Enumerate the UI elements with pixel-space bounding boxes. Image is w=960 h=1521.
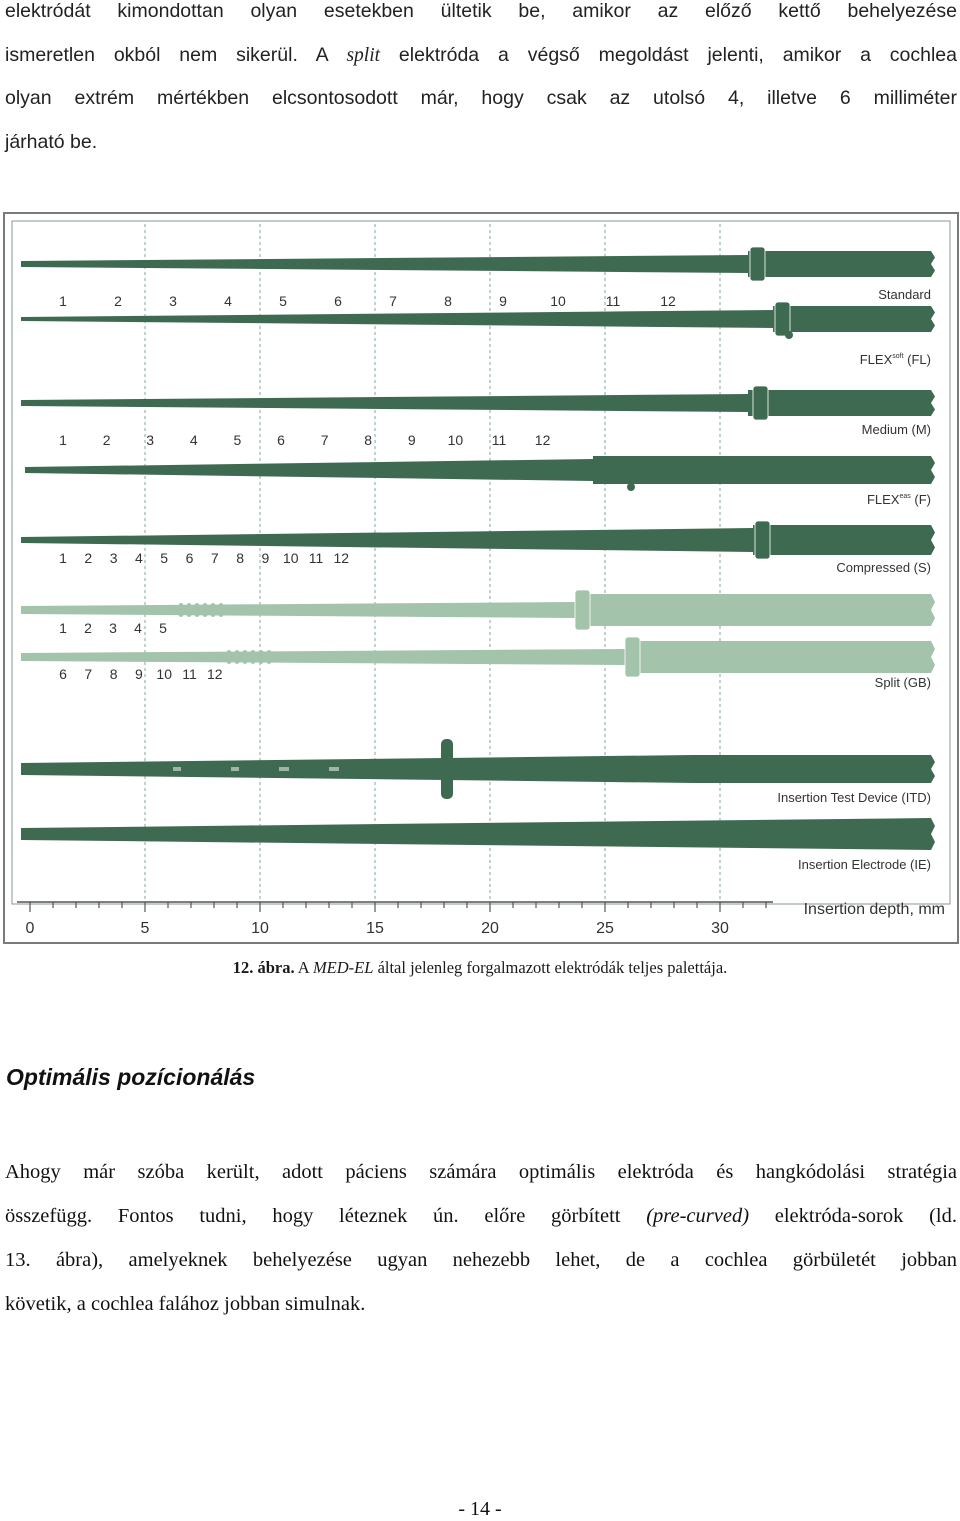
electrode-name-suffix: (F) [910, 492, 931, 507]
axis-tick-label: 30 [711, 920, 729, 937]
axis-label: Insertion depth, mm [803, 901, 945, 918]
electrode-collar [625, 637, 640, 677]
contact-number: 3 [169, 293, 177, 309]
contact-number: 4 [134, 620, 142, 636]
electrode-body [748, 251, 935, 277]
contact-number: 9 [261, 550, 270, 566]
caption-number: 12. ábra. [232, 958, 295, 977]
electrode-rib [258, 650, 265, 664]
top-paragraph-line-1: elektródát kimondottan olyan esetekben ültetik be, amikor az előző kettő behelyezése [5, 0, 957, 22]
electrode-name: Insertion Test Device (ITD) [777, 790, 931, 805]
contact-number: 5 [160, 550, 169, 566]
contact-number: 7 [84, 666, 93, 682]
contact-number: 6 [59, 666, 67, 682]
contact-number: 2 [114, 293, 122, 309]
contact-number: 6 [277, 432, 285, 448]
contact-number: 9 [499, 293, 507, 309]
electrode-collar [753, 386, 768, 420]
electrode-name-sup: eas [899, 493, 911, 500]
contact-number: 12 [534, 432, 551, 448]
contact-number: 7 [389, 293, 397, 309]
figure-caption [0, 958, 960, 978]
text-run: A [294, 958, 313, 977]
caption-brand: MED-EL [312, 958, 374, 977]
text-run: összefügg. Fontos tudni, hogy léteznek ún. előre görbített [5, 1205, 647, 1227]
contact-number: 12 [333, 550, 350, 566]
contact-number: 10 [156, 666, 172, 682]
top-paragraph-line-2 [5, 44, 957, 67]
contact-number: 10 [550, 293, 566, 309]
contact-number: 1 [59, 550, 67, 566]
contact-number: 2 [84, 620, 92, 636]
contact-number: 3 [146, 432, 155, 448]
contact-number: 1 [59, 293, 67, 309]
italic-term: split [346, 45, 381, 66]
itd-marking [279, 767, 289, 771]
axis-tick-label: 15 [366, 920, 384, 937]
contact-number: 7 [320, 432, 329, 448]
top-paragraph-line-3: olyan extrém mértékben elcsontosodott már, hogy csak az utolsó 4, illetve 6 milliméter [5, 87, 957, 109]
body-paragraph-line-4: követik, a cochlea falához jobban simulnak. [5, 1293, 366, 1315]
electrode-body [625, 641, 935, 673]
body-paragraph-line-3: 13. ábra), amelyeknek behelyezése ugyan nehezebb lehet, de a cochlea görbületét jobban [5, 1249, 957, 1271]
electrode-figure [3, 212, 959, 944]
section-heading: Optimális pozícionálás [6, 1064, 256, 1090]
axis-tick-label: 25 [596, 920, 614, 937]
electrode-name: $FLEX^{soft}$ (FL) [859, 352, 931, 367]
contact-number: 1 [59, 432, 67, 448]
electrode-rib [202, 603, 209, 617]
itd-marking [231, 767, 239, 771]
electrode-rib [226, 650, 233, 664]
contact-number: 5 [279, 293, 287, 309]
contact-number: 6 [334, 293, 342, 309]
contact-number: 2 [102, 432, 111, 448]
contact-number: 8 [236, 550, 244, 566]
electrode-collar [775, 302, 790, 336]
electrode-collar [575, 590, 590, 630]
contact-number: 8 [364, 432, 373, 448]
contact-number: 12 [660, 293, 676, 309]
electrode-name: Insertion Electrode (IE) [798, 857, 931, 872]
contact-number: 11 [491, 432, 507, 448]
axis-tick-label: 0 [25, 920, 35, 937]
electrode-rib [210, 603, 217, 617]
contact-number: 12 [207, 666, 223, 682]
electrode-rib [234, 650, 241, 664]
contact-number: 4 [189, 432, 198, 448]
electrode-body [753, 525, 935, 555]
electrode-marker [785, 331, 793, 339]
electrode-collar [750, 247, 765, 281]
contact-number: 5 [233, 432, 242, 448]
electrode-body [748, 390, 935, 416]
electrode-name: Split (GB) [874, 675, 931, 690]
contact-number: 10 [447, 432, 464, 448]
electrode-rib [250, 650, 257, 664]
axis-tick-label: 5 [140, 920, 150, 937]
electrode-marker [627, 483, 635, 491]
italic-term: (pre-curved) [646, 1205, 750, 1227]
contact-number: 10 [282, 550, 299, 566]
electrode-rib [218, 603, 225, 617]
contact-number: 9 [407, 432, 416, 448]
itd-marking [329, 767, 339, 771]
text-run: által jelenleg forgalmazott elektródák teljes palettája. [373, 958, 728, 977]
text-run: elektróda-sorok (ld. [749, 1205, 957, 1227]
body-paragraph-line-2 [5, 1205, 957, 1228]
contact-number: 11 [308, 550, 324, 566]
electrode-rib [242, 650, 249, 664]
contact-number: 9 [135, 666, 143, 682]
contact-number: 7 [210, 550, 219, 566]
electrode-rib [266, 650, 273, 664]
contact-number: 11 [605, 293, 621, 309]
contact-number: 4 [224, 293, 232, 309]
contact-number: 8 [444, 293, 452, 309]
text-run: elektróda a végső megoldást jelenti, amikor a cochlea [380, 44, 958, 66]
itd-marking [173, 767, 181, 771]
contact-number: 2 [84, 550, 93, 566]
electrode-rib [186, 603, 193, 617]
electrode-rib [194, 603, 201, 617]
electrode-name: Medium (M) [861, 422, 931, 437]
contact-number: 5 [159, 620, 167, 636]
contact-number: 1 [59, 620, 67, 636]
electrode-body [575, 594, 935, 626]
electrode-rib [178, 603, 185, 617]
electrode-name: $FLEX^{eas}$ (F) [866, 492, 931, 507]
itd-crossbar [433, 763, 469, 775]
contact-number: 11 [182, 666, 197, 682]
contact-number: 6 [185, 550, 194, 566]
axis-tick-label: 10 [251, 920, 269, 937]
axis-tick-label: 20 [481, 920, 499, 937]
electrode-name-suffix: (FL) [903, 352, 931, 367]
electrode-name: Standard [878, 287, 931, 302]
contact-number: 3 [109, 550, 118, 566]
electrode-collar [755, 521, 770, 559]
contact-number: 4 [135, 550, 143, 566]
page-number: - 14 - [458, 1498, 502, 1520]
electrode-body [773, 306, 935, 332]
contact-number: 8 [109, 666, 118, 682]
electrode-name: Compressed (S) [836, 560, 931, 575]
electrode-name-sup: soft [892, 353, 904, 360]
contact-number: 3 [109, 620, 117, 636]
body-paragraph-line-1: Ahogy már szóba került, adott páciens számára optimális elektróda és hangkódolási stratégia [5, 1161, 957, 1183]
text-run: ismeretlen okból nem sikerül. A [5, 44, 347, 66]
top-paragraph-line-4: járható be. [5, 131, 98, 153]
electrode-body [593, 456, 935, 484]
